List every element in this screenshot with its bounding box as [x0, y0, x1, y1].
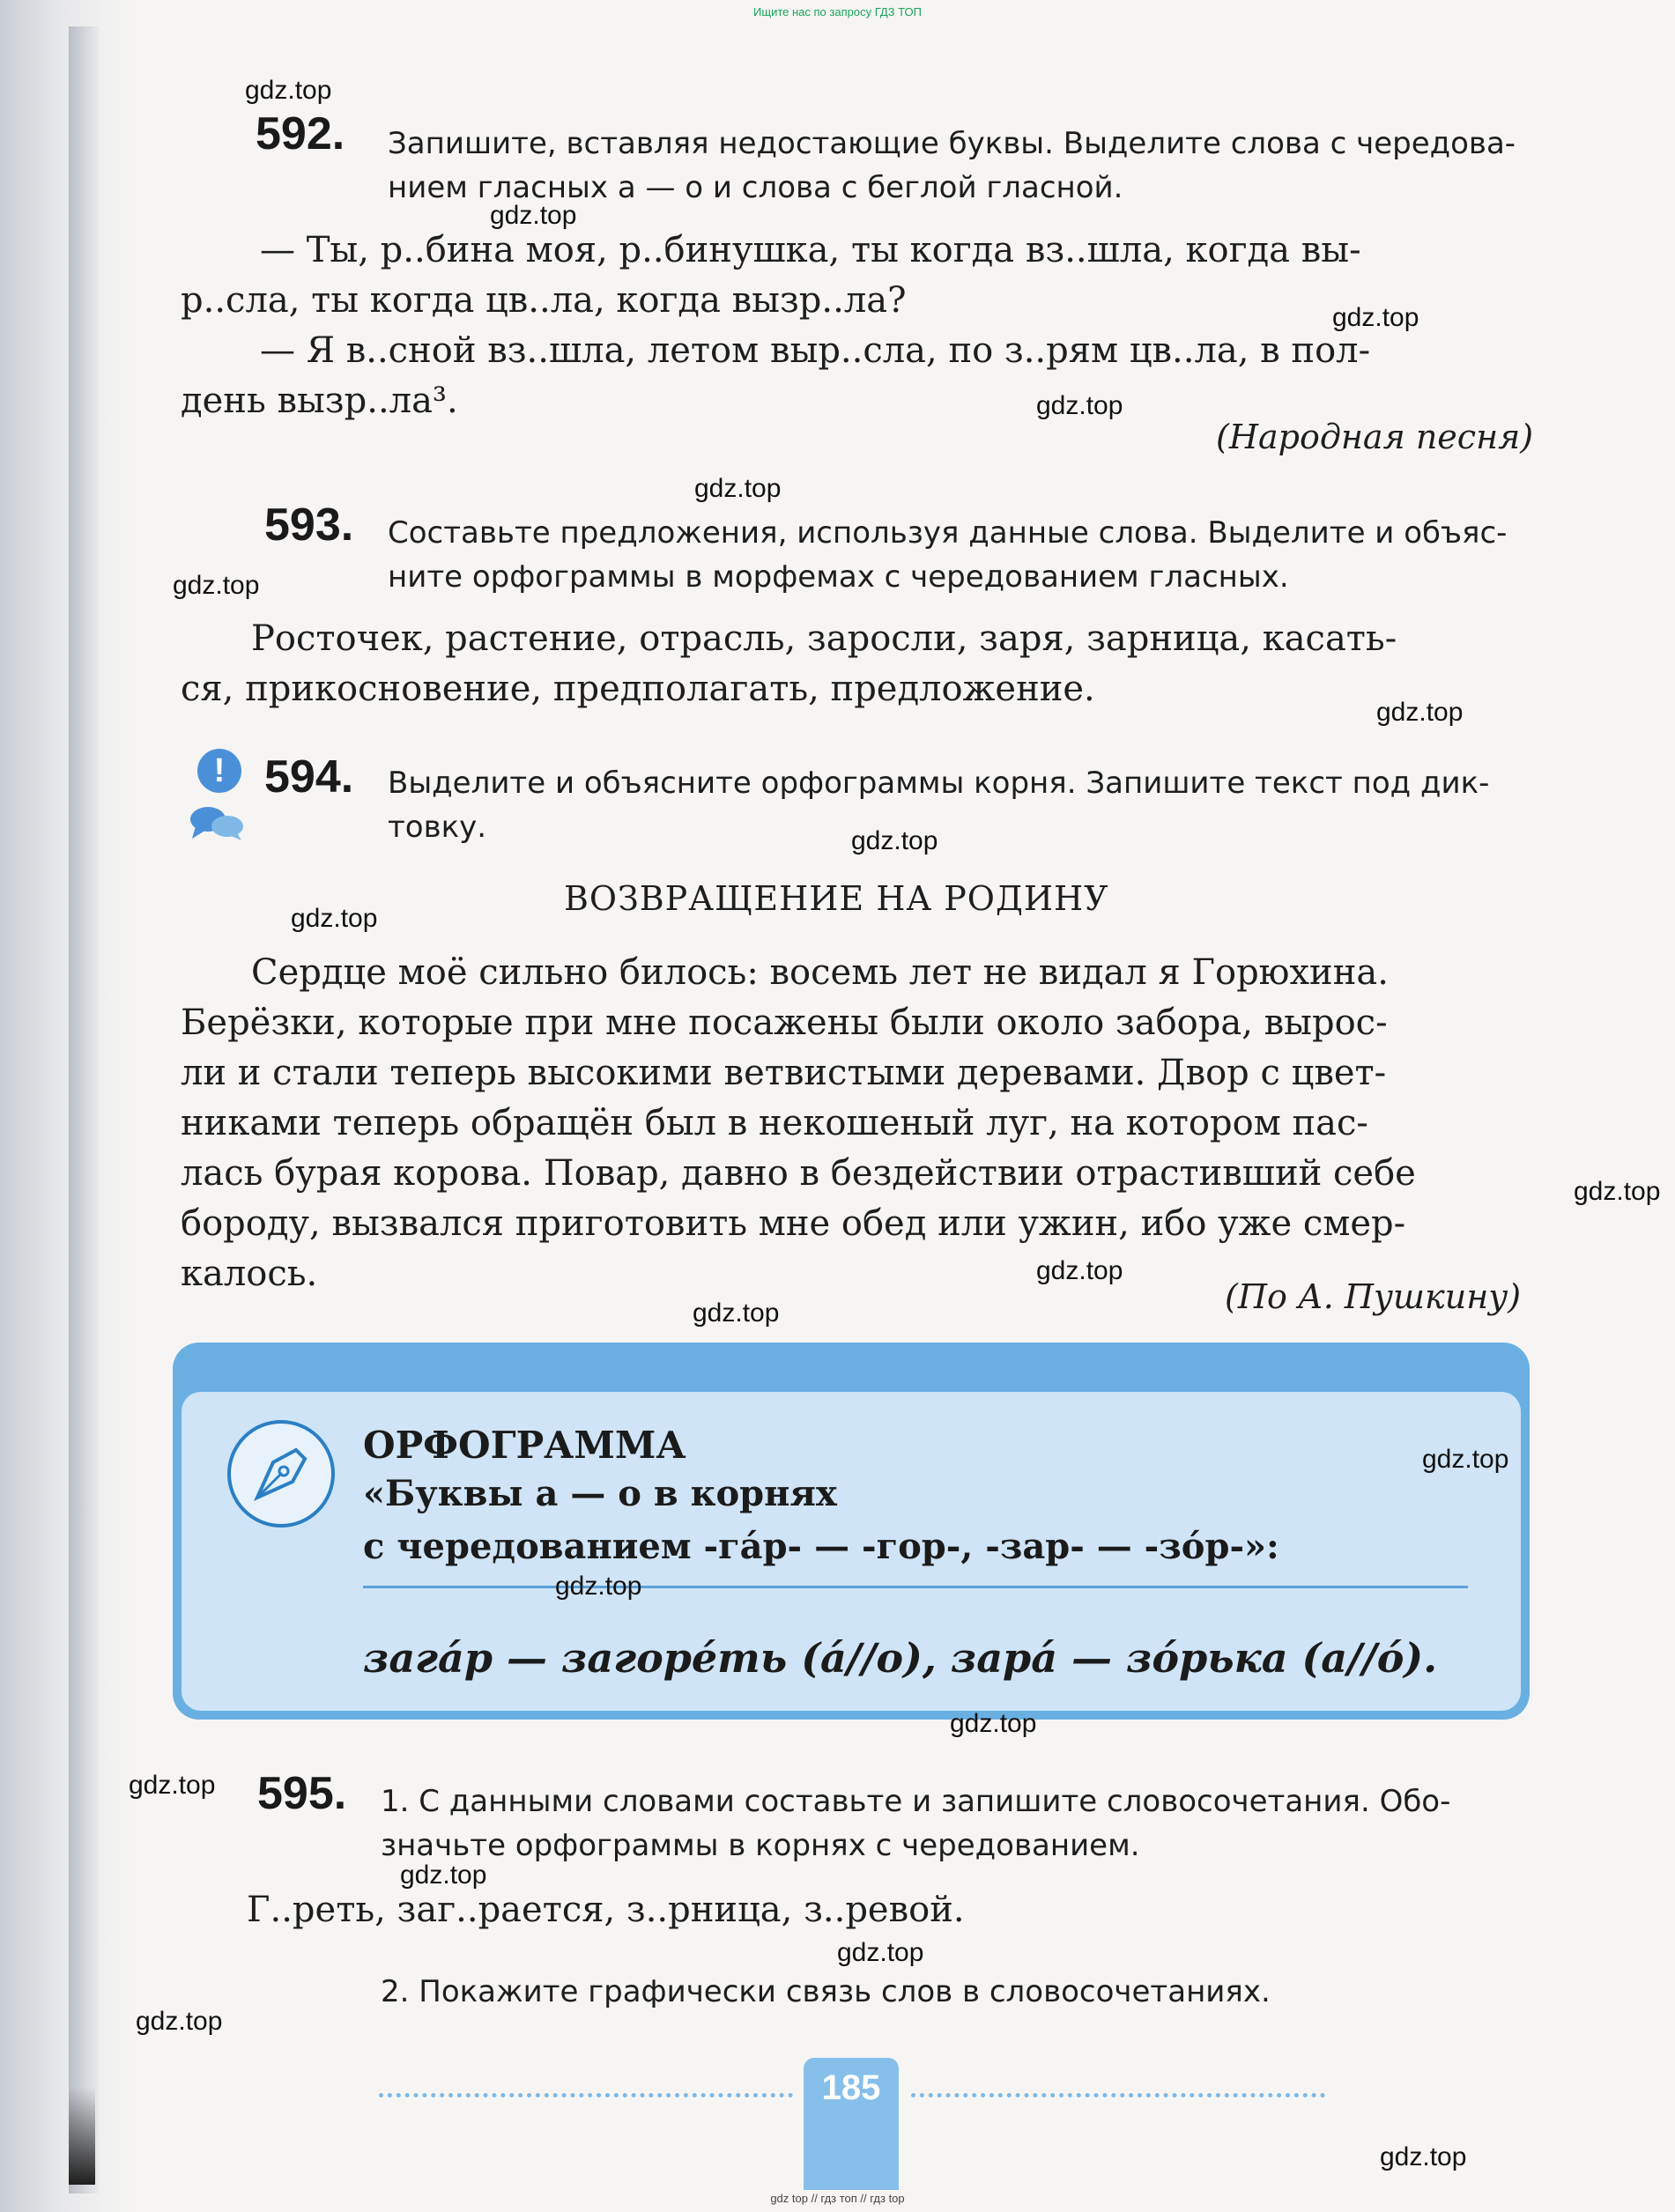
text-line: Берёзки, которые при мне посажены были около забора, вырос- — [181, 1002, 1388, 1043]
watermark: gdz.top — [555, 1572, 642, 1601]
task-line: ните орфограммы в морфемах с чередованием гласных. — [388, 559, 1289, 595]
task-line: Выделите и объясните орфограммы корня. Запишите текст под дик- — [388, 766, 1490, 801]
watermark: gdz.top — [400, 1861, 487, 1890]
watermark: gdz.top — [694, 474, 782, 503]
text-line: калось. — [181, 1254, 318, 1294]
exercise-593-number: 593. — [264, 499, 354, 551]
exercise-592-task — [388, 122, 1551, 210]
watermark: gdz.top — [1574, 1177, 1661, 1206]
watermark: gdz.top — [173, 571, 260, 600]
text-line: ся, прикосновение, предполагать, предложение. — [181, 669, 1095, 709]
page-number-line-left — [379, 2093, 793, 2097]
exercise-595-task-1 — [381, 1779, 1553, 1868]
watermark: gdz.top — [1380, 2142, 1467, 2171]
book-spine-shadow — [69, 26, 99, 2194]
watermark: gdz.top — [1036, 391, 1123, 420]
watermark: gdz.top — [291, 904, 378, 933]
exercise-594-source: (По А. Пушкину) — [1225, 1277, 1522, 1316]
watermark: gdz.top — [851, 826, 938, 855]
exercise-592-source: (Народная песня) — [1216, 418, 1534, 456]
text-line: день вызр..ла³. — [181, 381, 458, 421]
task-line: Запишите, вставляя недостающие буквы. Выделите слова с чередова- — [388, 126, 1516, 161]
watermark: gdz.top — [1036, 1256, 1123, 1285]
footer-note: gdz top // гдз топ // гдз top — [770, 2192, 905, 2205]
exercise-593-task — [388, 511, 1551, 599]
text-line: ли и стали теперь высокими ветвистыми деревами. Двор с цвет- — [181, 1053, 1387, 1093]
task-line: товку. — [388, 810, 487, 845]
header-note: Ищите нас по запросу ГДЗ ТОП — [753, 5, 922, 18]
text-line: Сердце моё сильно билось: восемь лет не видал я Горюхина. — [251, 952, 1389, 993]
exercise-594-task — [388, 761, 1551, 849]
exercise-595-number: 595. — [257, 1768, 347, 1819]
watermark: gdz.top — [1376, 698, 1464, 727]
task-line: значьте орфограммы в корнях с чередованием. — [381, 1828, 1140, 1863]
page-number-line-right — [911, 2093, 1325, 2097]
task-line: 1. С данными словами составьте и запишите словосочетания. Обо- — [381, 1784, 1451, 1819]
exercise-592-number: 592. — [256, 108, 345, 159]
watermark: gdz.top — [693, 1298, 780, 1328]
rule-title-line: «Буквы а — о в корнях — [363, 1473, 837, 1514]
speech-bubbles-icon — [189, 803, 245, 842]
watermark: gdz.top — [490, 201, 577, 230]
text-line: никами теперь обращён был в некошеный луг, на котором пас- — [181, 1103, 1368, 1143]
dictation-title: ВОЗВРАЩЕНИЕ НА РОДИНУ — [564, 879, 1109, 918]
watermark: gdz.top — [950, 1709, 1037, 1738]
rule-example: загáр — загорéть (á//о), зарá — зóрька (а//ó). — [363, 1634, 1438, 1682]
rule-title-line: с чередованием -гáр- — -гор-, -зар- — -зóр-»: — [363, 1526, 1279, 1567]
exercise-594-text — [181, 948, 1555, 1299]
exercise-594-number: 594. — [264, 751, 354, 803]
text-line: р..сла, ты когда цв..ла, когда вызр..ла? — [181, 280, 907, 321]
task-line: Составьте предложения, используя данные слова. Выделите и объяс- — [388, 515, 1508, 551]
text-line: Росточек, растение, отрасль, заросли, заря, зарница, касать- — [251, 618, 1397, 659]
watermark: gdz.top — [136, 2007, 223, 2036]
exercise-595-task-2: 2. Покажите графически связь слов в словосочетаниях. — [381, 1974, 1271, 2009]
fountain-pen-icon — [227, 1420, 335, 1528]
exercise-593-text — [181, 614, 1555, 714]
page-corner-shadow — [69, 2088, 95, 2185]
task-line: нием гласных а — о и слова с беглой гласной. — [388, 170, 1123, 205]
page-number: 185 — [821, 2068, 881, 2107]
watermark: gdz.top — [837, 1938, 924, 1967]
rule-divider — [363, 1586, 1468, 1588]
exercise-595-text: Г..реть, заг..рается, з..рница, з..ревой. — [247, 1890, 965, 1930]
watermark: gdz.top — [1332, 303, 1419, 332]
text-line: — Я в..сной вз..шла, летом выр..сла, по з..рям цв..ла, в пол- — [260, 330, 1371, 371]
text-line: бороду, вызвался приготовить мне обед или ужин, ибо уже смер- — [181, 1203, 1406, 1244]
text-line: лась бурая корова. Повар, давно в бездействии отрастивший себе — [181, 1153, 1416, 1194]
watermark: gdz.top — [129, 1771, 216, 1800]
exclamation-icon: ! — [197, 749, 241, 793]
watermark: gdz.top — [1422, 1445, 1509, 1474]
text-line: — Ты, р..бина моя, р..бинушка, ты когда вз..шла, когда вы- — [260, 230, 1361, 270]
watermark: gdz.top — [245, 76, 332, 105]
rule-heading: ОРФОГРАММА — [363, 1424, 686, 1467]
